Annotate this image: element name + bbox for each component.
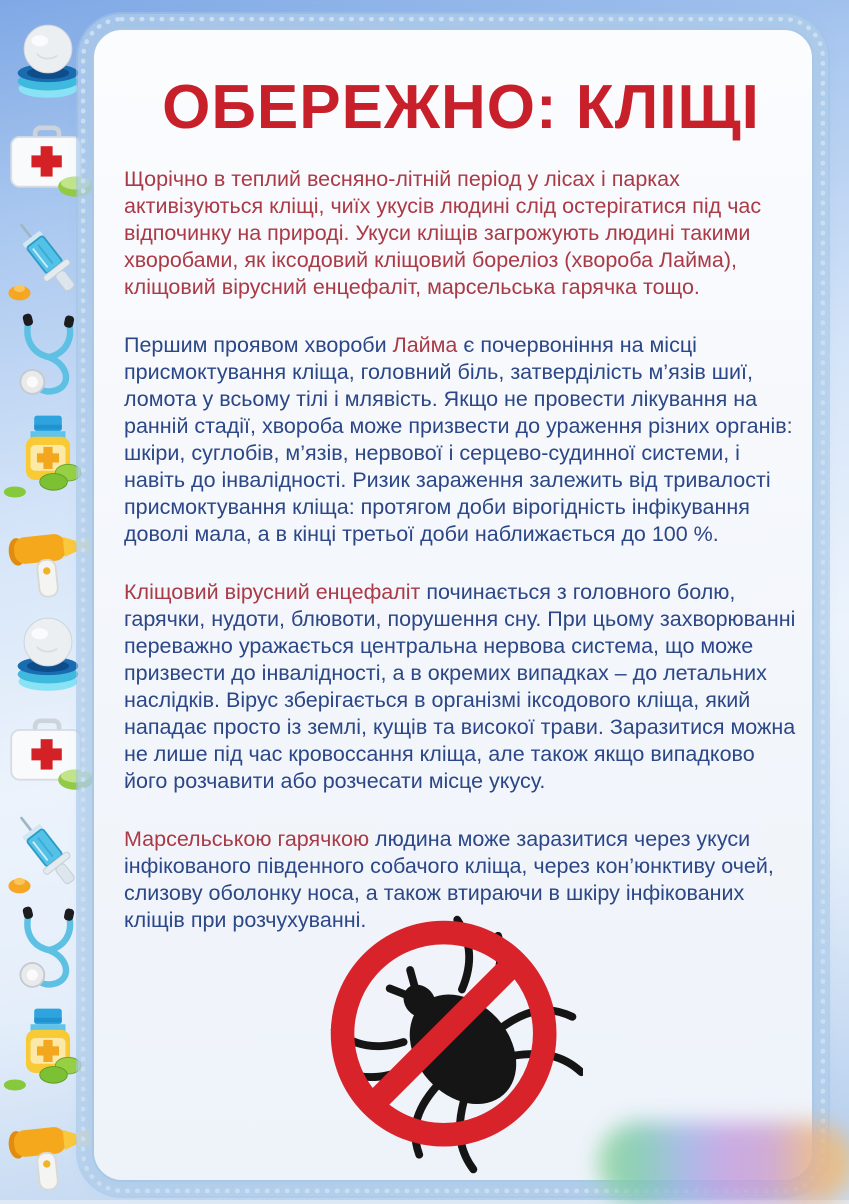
medical-icons-column	[2, 15, 98, 1195]
syringe-icon	[2, 213, 94, 305]
otoscope-icon	[2, 1103, 94, 1195]
medicine-bottle-icon	[2, 411, 94, 503]
blurred-watermark	[598, 1122, 849, 1204]
cotton-ball-stand-icon	[2, 608, 94, 700]
text-segment-red: Марсельською гарячкою	[124, 827, 370, 852]
paragraph-lyme-disease	[124, 332, 802, 548]
syringe-icon	[2, 806, 94, 898]
cotton-ball-stand-icon	[2, 15, 94, 107]
text-segment-red: Лайма	[392, 333, 458, 358]
text-segment-blue: є почервоніння на місці присмоктування кліща, головний біль, затверділість м’язів шиї, ломота у всьому тілі і млявість. Якщо не провести лікування на ранній стадії, хвороба може призвести до ураження різних органів: шкіри, суглобів, м’язів, нервової і серцево-судинної системи, і навіть до інвалідності. Ризик зараження залежить від тривалості присмоктування кліща: протягом доби вірогідність інфікування доволі мала, а в кінці третьої доби наближається до 100 %.	[124, 333, 793, 547]
text-segment-red: Щорічно в теплий весняно-літній період у лісах і парках активізуються кліщі, чиїх укусів людині слід остерігатися під час відпочинку на природі. Укуси кліщів загрожують людині такими хворобами, як іксодовий кліщовий бореліоз (хвороба Лайма), кліщовий вірусний енцефаліт, марсельська гарячка тощо.	[124, 167, 762, 300]
text-segment-blue: Першим проявом хвороби	[124, 333, 393, 358]
poster-title: ОБЕРЕЖНО: КЛІЩІ	[162, 73, 760, 142]
first-aid-kit-icon	[2, 707, 94, 799]
no-ticks-sign	[318, 903, 583, 1183]
otoscope-icon	[2, 510, 94, 602]
paragraph-intro	[124, 166, 802, 301]
first-aid-kit-icon	[2, 114, 94, 206]
text-segment-blue: починається з головного болю, гарячки, нудоти, блювоти, порушення сну. При цьому захворюванні переважно уражається центральна нервова система, що може призвести до інвалідності, а в окремих випадках – до летальних наслідків. Вірус зберігається в організмі іксодового кліща, який нападає просто із землі, кущів та високої трави. Заразитися можна не лише під час кровоссання кліща, але також якщо випадково його розчавити або розчесати місце укусу.	[124, 580, 796, 794]
stethoscope-icon	[2, 905, 94, 997]
stethoscope-icon	[2, 312, 94, 404]
text-segment-red: Кліщовий вірусний енцефаліт	[124, 580, 421, 605]
crossed-out-tick-icon	[318, 903, 583, 1183]
text-segment-blue: людина може заразитися через укуси інфікованого південного собачого кліща, через кон’юнктиву очей, слизову оболонку носа, а також втираючи в шкіру інфікованих кліщів при розчухуванні.	[124, 827, 774, 933]
paragraph-encephalitis	[124, 579, 802, 795]
medicine-bottle-icon	[2, 1004, 94, 1096]
poster-paragraphs	[124, 166, 802, 934]
